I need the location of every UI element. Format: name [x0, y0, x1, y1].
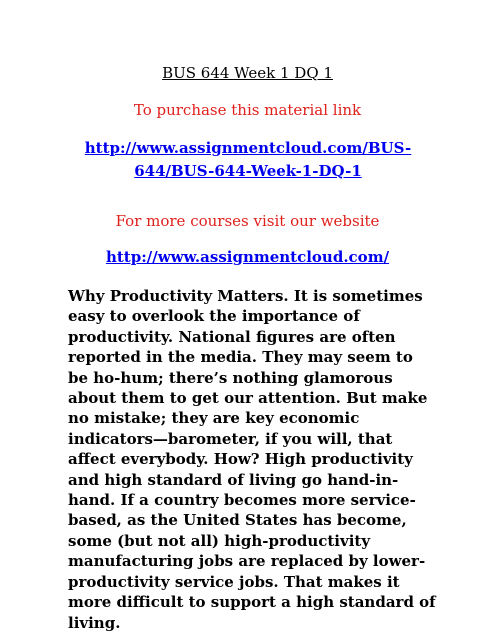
- document-title: BUS 644 Week 1 DQ 1: [162, 64, 333, 82]
- courses-link[interactable]: http://www.assignmentcloud.com/: [105, 248, 390, 266]
- purchase-link[interactable]: http://www.assignmentcloud.com/BUS-644/BUS-644-Week-1-DQ-1: [84, 139, 412, 180]
- courses-text: For more courses visit our website: [115, 212, 380, 230]
- body-paragraph: Why Productivity Matters. It is sometimes easy to overlook the importance of productivity. National figures are often reported in the media. They may seem to be ho-hum; there’s nothing glamorous about them to get our attention. But make no mistake; they are key economic indicators—barometer, if you will, that affect everybody. How? High productivity and high standard of living go hand-in-hand. If a country becomes more service-based, as the United States has become, some (but not all) high-productivity manufacturing jobs are replaced by lower-productivity service jobs. That makes it more difficult to support a high standard of living.: [68, 287, 436, 632]
- purchase-text: To purchase this material link: [133, 101, 362, 119]
